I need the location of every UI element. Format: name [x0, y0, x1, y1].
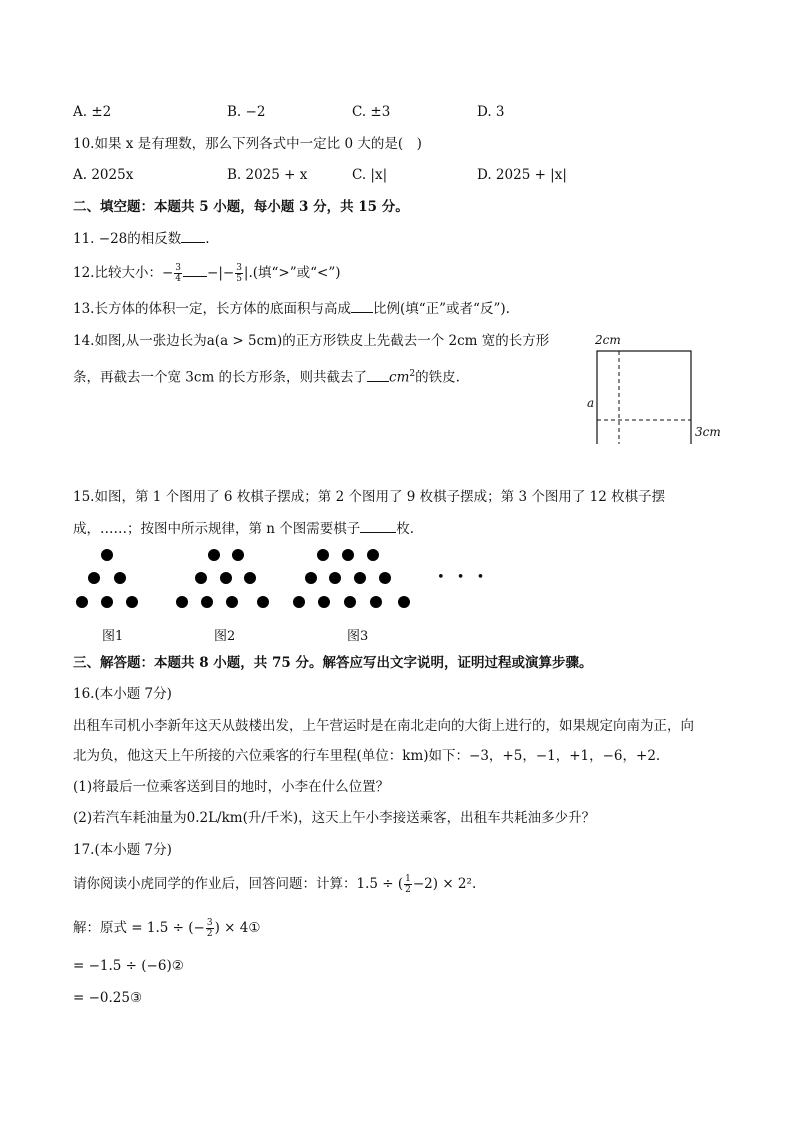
q14-unit: cm: [389, 369, 410, 386]
q17-sol1-prefix: 解：原式 = 1.5 ÷ (−: [73, 920, 205, 936]
q13-answer-blank[interactable]: [351, 298, 373, 313]
fig-label-left: a: [587, 396, 595, 410]
caption-fig2: 图2: [214, 629, 236, 644]
q14-line1: 14.如图,从一张边长为a(a > 5cm)的正方形铁皮上先截去一个 2cm 宽的长方形: [73, 333, 550, 349]
q12-prefix: 12.比较大小：−: [73, 265, 174, 281]
section2-title: 二、填空题：本题共 5 小题，每小题 3 分，共 15 分。: [73, 199, 409, 215]
q17-solution-step1: [73, 918, 260, 939]
q15-line2-suffix: 枚.: [396, 521, 415, 537]
q16-sub2: (2)若汽车耗油量为0.2L/km(升/千米)，这天上午小李接送乘客，出租车共耗油多少升？: [73, 810, 596, 826]
caption-fig1: 图1: [102, 629, 124, 644]
q17-stem-den: 2: [405, 885, 411, 895]
q14-line2-prefix: 条，再截去一个宽 3cm 的长方形条，则共截去了: [73, 369, 368, 386]
q10-option-a: A. 2025x: [73, 167, 134, 183]
q12-fraction-2: [235, 263, 243, 284]
q12-fraction-1: [174, 263, 182, 284]
q12-answer-blank[interactable]: [183, 262, 207, 277]
pattern-2: [176, 549, 269, 608]
q17-sol1-den: 2: [206, 929, 213, 939]
q15-line2-prefix: 成，……；按图中所示规律，第 n 个图需要棋子: [73, 521, 361, 537]
q14-unit-sup: 2: [409, 369, 416, 379]
fig-label-top: 2cm: [595, 333, 621, 347]
fig-label-right: 3cm: [695, 425, 721, 439]
q12-den2: 5: [236, 274, 242, 284]
q16-para1: 出租车司机小李新年这天从鼓楼出发，上午营运时是在南北走向的大街上进行的，如果规定向南为正，向: [73, 718, 694, 734]
q16-header: 16.(本小题 7分): [73, 686, 172, 702]
pattern-1: [76, 549, 138, 608]
q11-prefix: 11. −28的相反数: [73, 231, 182, 247]
q9-option-d: D. 3: [477, 104, 505, 120]
q14-line2: [73, 364, 460, 388]
q17-stem-num: 1: [405, 874, 411, 884]
q16-para2: 北为负，他这天上午所接的六位乘客的行车里程(单位：km)如下：−3，+5，−1，+1，−6，+2.: [73, 748, 661, 764]
q13-prefix: 13.长方体的体积一定，长方体的底面积与高成: [73, 301, 351, 317]
q17-solution-step3: = −0.25③: [73, 990, 143, 1006]
caption-fig3: 图3: [347, 629, 369, 644]
q12-suffix: |.(填“>”或“<”): [243, 265, 341, 281]
q9-option-a: A. ±2: [73, 104, 112, 120]
q12: [73, 262, 341, 284]
q14-line2-suffix: 的铁皮.: [415, 369, 460, 386]
q9-option-c: C. ±3: [352, 104, 391, 120]
q17-stem-fraction: [404, 874, 412, 895]
q15-answer-blank[interactable]: [360, 518, 396, 533]
q9-option-b: B. −2: [227, 104, 266, 120]
chess-pattern-figure: [70, 545, 490, 615]
q10-stem: 10.如果 x 是有理数，那么下列各式中一定比 0 大的是( ): [73, 136, 422, 152]
section3-title: 三、解答题：本题共 8 小题，共 75 分。解答应写出文字说明，证明过程或演算步骤。: [73, 655, 593, 671]
q10-option-b: B. 2025 + x: [227, 167, 308, 183]
q13: [73, 298, 510, 319]
q12-mid: −|−: [207, 265, 235, 281]
q10-option-d: D. 2025 + |x|: [477, 167, 567, 183]
q15-line2: [73, 518, 414, 539]
q12-num1: 3: [175, 263, 182, 273]
q17-solution-step2: = −1.5 ÷ (−6)②: [73, 958, 184, 974]
square-outline: [597, 351, 691, 444]
q14-answer-blank[interactable]: [367, 367, 389, 382]
q17-header: 17.(本小题 7分): [73, 842, 172, 858]
q17-stem: [73, 874, 476, 895]
pattern-ellipsis: • • •: [437, 570, 489, 585]
q10-option-c: C. |x|: [352, 167, 388, 183]
q13-suffix: 比例(填“正”或者“反”).: [372, 301, 510, 317]
q15-line1: 15.如图，第 1 个图用了 6 枚棋子摆成；第 2 个图用了 9 枚棋子摆成；第 3 个图用了 12 枚棋子摆: [73, 489, 666, 505]
q16-sub1: (1)将最后一位乘客送到目的地时，小李在什么位置？: [73, 779, 390, 795]
q17-sol1-fraction: [206, 918, 214, 939]
q17-stem-prefix: 请你阅读小虎同学的作业后，回答问题：计算：1.5 ÷ (: [73, 876, 404, 892]
q11: [73, 228, 210, 249]
q11-suffix: .: [205, 231, 210, 247]
q11-answer-blank[interactable]: [181, 228, 205, 243]
q17-sol1-num: 3: [206, 918, 213, 928]
q17-stem-suffix: −2) × 2².: [412, 876, 477, 892]
q12-num2: 3: [236, 263, 242, 273]
q12-den1: 4: [175, 274, 182, 284]
pattern-3: [293, 549, 410, 608]
q17-sol1-suffix: ) × 4①: [214, 920, 261, 936]
